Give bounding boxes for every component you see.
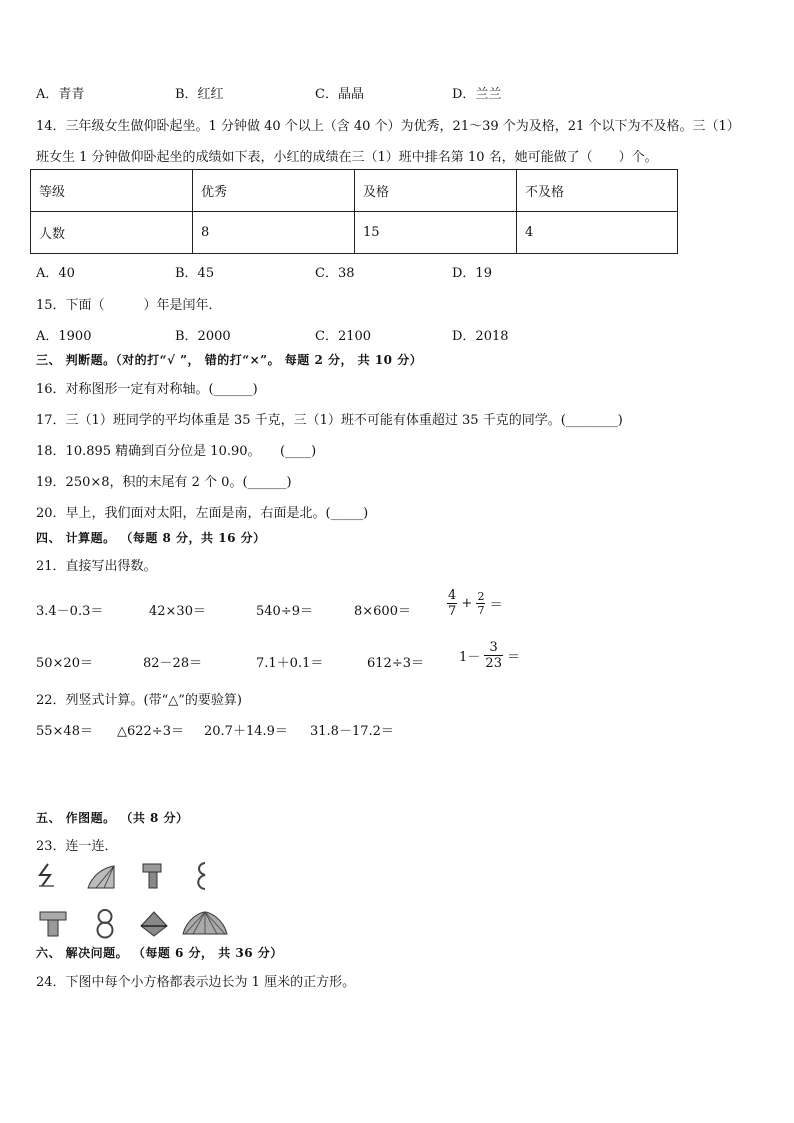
q15-option-b: B．2000: [175, 329, 231, 344]
half-umbrella-icon: [86, 864, 116, 890]
q13-option-d: D．兰兰: [452, 87, 502, 102]
q22-item-4: 31.8－17.2＝: [310, 724, 394, 739]
section4-heading: 四、 计算题。 （每题 8 分，共 16 分）: [36, 531, 266, 545]
q20-text: 20．早上，我们面对太阳，左面是南，右面是北。(_____): [36, 506, 369, 521]
fraction-numerator: 4: [448, 588, 457, 603]
fraction-denominator: 7: [477, 604, 485, 617]
q21-r2-item-1: 50×20＝: [36, 656, 93, 671]
q23-title: 23．连一连．: [36, 839, 118, 854]
plus-sign: +: [461, 596, 473, 611]
grade-table: [30, 169, 678, 254]
lamp-icon: [38, 910, 68, 938]
table-cell: 15: [355, 212, 517, 254]
table-cell: 不及格: [517, 170, 678, 212]
fraction-numerator: 3: [489, 640, 498, 655]
half-symbol-icon: [36, 861, 60, 889]
fraction: [484, 640, 503, 671]
q14-line2: 班女生 1 分钟做仰卧起坐的成绩如下表，小红的成绩在三（1）班中排名第 10 名，她可能做了（ ）个。: [36, 150, 658, 165]
q22-item-1: 55×48＝: [36, 724, 93, 739]
section6-heading: 六、 解决问题。 （每题 6 分， 共 36 分）: [36, 946, 283, 960]
figure-eight-icon: [94, 908, 116, 940]
q15-option-d: D．2018: [452, 329, 509, 344]
equals-sign: ＝: [489, 598, 503, 613]
q18-text: 18．10.895 精确到百分位是 10.90。 (____): [36, 444, 317, 459]
q24-text: 24．下图中每个小方格都表示边长为 1 厘米的正方形。: [36, 975, 356, 990]
q14-option-d: D．19: [452, 266, 492, 281]
section3-heading: 三、 判断题。（对的打“√ ”， 错的打“×”。 每题 2 分， 共 10 分）: [36, 353, 423, 367]
q21-r1-item-4: 8×600＝: [354, 604, 411, 619]
q21-r1-item-2: 42×30＝: [149, 604, 206, 619]
fraction-denominator: 23: [485, 656, 502, 671]
table-cell: 4: [517, 212, 678, 254]
q14-option-b: B．45: [175, 266, 215, 281]
q21-r1-item-3: 540÷9＝: [256, 604, 313, 619]
half-lamp-icon: [141, 862, 163, 890]
q15-text: 15．下面（ ）年是闰年．: [36, 298, 222, 313]
table-cell: 及格: [355, 170, 517, 212]
q14-line1: 14．三年级女生做仰卧起坐。1 分钟做 40 个以上（含 40 个）为优秀，21～39 个为及格，21 个以下为不及格。三（1）: [36, 119, 740, 134]
q13-option-b: B．红红: [175, 87, 224, 102]
q22-item-2: △622÷3＝: [117, 724, 184, 739]
q16-text: 16．对称图形一定有对称轴。(______): [36, 382, 258, 397]
fraction: [476, 590, 485, 617]
q17-text: 17．三（1）班同学的平均体重是 35 千克，三（1）班不可能有体重超过 35 千克的同学。(________): [36, 413, 623, 428]
q21-r2-item-4: 612÷3＝: [367, 656, 424, 671]
q15-option-c: C．2100: [315, 329, 372, 344]
q21-r2-item-2: 82－28＝: [143, 656, 203, 671]
table-row: [31, 212, 678, 254]
q14-option-c: C．38: [315, 266, 355, 281]
q22-item-3: 20.7＋14.9＝: [204, 724, 288, 739]
fraction-denominator: 7: [448, 604, 457, 619]
lead-term: 1－: [459, 650, 481, 665]
q14-option-a: A．40: [36, 266, 75, 281]
fraction: [447, 588, 457, 619]
q21-r1-fraction-expr: [447, 588, 503, 619]
q15-option-a: A．1900: [36, 329, 92, 344]
q19-text: 19．250×8，积的末尾有 2 个 0。(______): [36, 475, 292, 490]
table-cell: 优秀: [193, 170, 355, 212]
symbol-icon: [139, 910, 169, 938]
umbrella-icon: [181, 910, 229, 938]
equals-sign: ＝: [507, 650, 521, 665]
table-cell: 等级: [31, 170, 193, 212]
section5-heading: 五、 作图题。 （共 8 分）: [36, 811, 189, 825]
q21-title: 21．直接写出得数。: [36, 559, 157, 574]
q13-option-c: C．晶晶: [315, 87, 364, 102]
table-row: [31, 170, 678, 212]
q21-r1-item-1: 3.4－0.3＝: [36, 604, 104, 619]
q13-option-a: A．青青: [36, 87, 85, 102]
table-cell: 8: [193, 212, 355, 254]
fraction-numerator: 2: [477, 590, 485, 603]
q21-r2-item-3: 7.1＋0.1＝: [256, 656, 324, 671]
table-cell: 人数: [31, 212, 193, 254]
q22-title: 22．列竖式计算。(带“△”的要验算): [36, 693, 242, 708]
q21-r2-fraction-expr: [459, 640, 520, 671]
half-figure-eight-icon: [193, 861, 209, 891]
